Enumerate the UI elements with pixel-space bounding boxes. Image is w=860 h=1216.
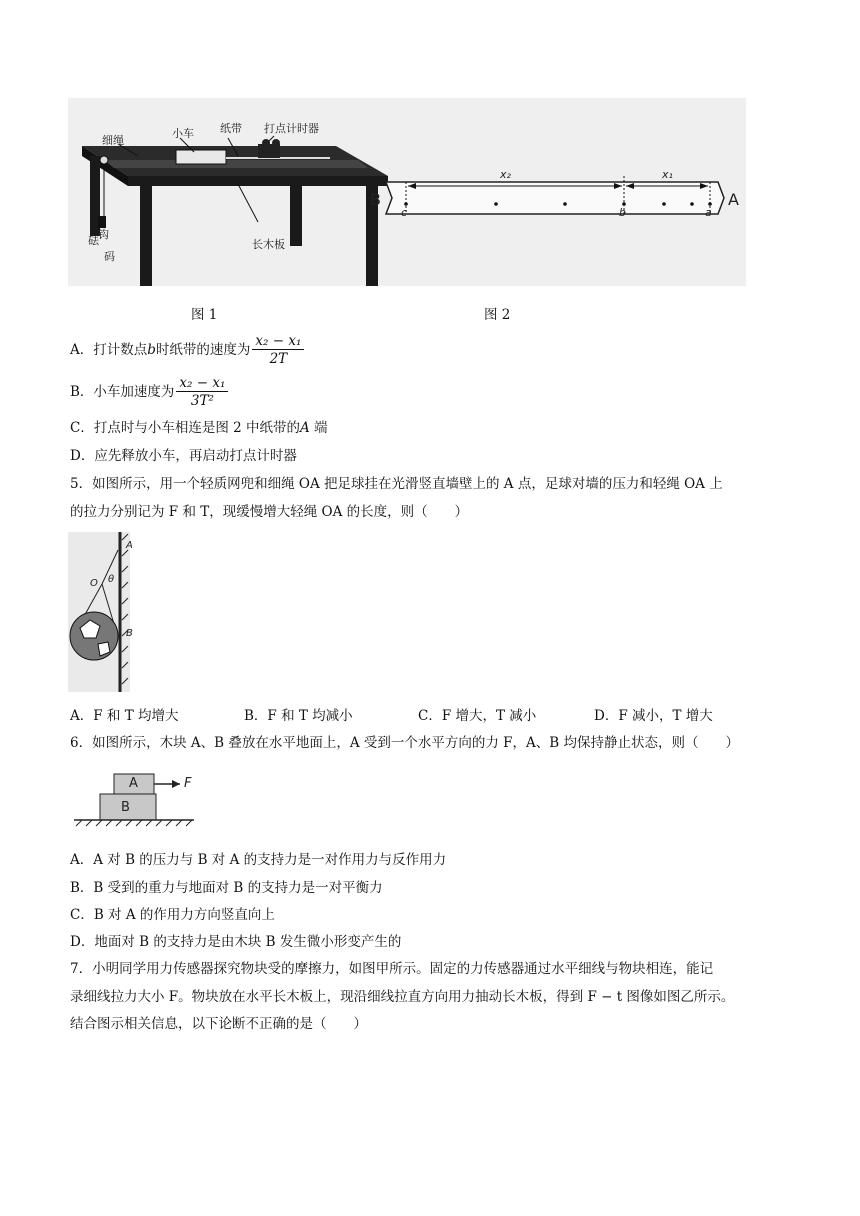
q6-label-b: B — [121, 800, 130, 815]
q5-stem-line1: 5．如图所示，用一个轻质网兜和细绳 OA 把足球挂在光滑竖直墙壁上的 A 点，足球对墙的压力和轻绳 OA 上 — [70, 476, 723, 492]
q7-stem-line1: 7．小明同学用力传感器探究物块受的摩擦力，如图甲所示。固定的力传感器通过水平细线与物块相连，能记 — [70, 961, 714, 977]
point-a: a — [705, 206, 712, 219]
tape-end-b: B — [370, 190, 381, 209]
q4-option-c-var: A — [300, 420, 310, 436]
figure-1-caption: 图 1 — [191, 307, 218, 323]
q6-option-b: B．B 受到的重力与地面对 B 的支持力是一对平衡力 — [70, 880, 383, 896]
label-x1: x₁ — [662, 168, 673, 181]
q4-option-a-denominator: 2T — [269, 351, 288, 367]
point-b: b — [619, 206, 626, 219]
label-cart: 小车 — [172, 127, 194, 140]
q5-figure-drawing — [68, 532, 130, 692]
q6-option-d: D．地面对 B 的支持力是由木块 B 发生微小形变产生的 — [70, 934, 402, 950]
q7-stem-line2: 录细线拉力大小 F。物块放在水平长木板上，现沿细线拉直方向用力抽动长木板，得到 F − t 图像如图乙所示。 — [70, 989, 735, 1005]
figure-2-caption: 图 2 — [484, 307, 511, 323]
q5-option-c: C．F 增大，T 减小 — [418, 708, 537, 724]
q5-ball-wall-figure — [68, 532, 133, 692]
q5-label-o: O — [90, 578, 98, 589]
q4-option-b-fraction — [176, 375, 228, 410]
label-x2: x₂ — [500, 168, 511, 181]
q5-option-b: B．F 和 T 均减小 — [244, 708, 353, 724]
q4-option-c — [70, 418, 328, 438]
label-weight-prefix: 砝 — [88, 234, 99, 247]
q5-label-b: B — [126, 628, 133, 639]
q4-option-b-denominator: 3T² — [190, 393, 214, 409]
q6-stem: 6．如图所示，木块 A、B 叠放在水平地面上，A 受到一个水平方向的力 F，A、B 均保持静止状态，则（ ） — [70, 735, 740, 751]
q4-option-c-text1: C．打点时与小车相连是图 2 中纸带的 — [70, 420, 301, 436]
q4-option-a-numerator: x₂ − x₁ — [252, 333, 304, 350]
q4-option-a-mid: 时纸带的速度为 — [155, 342, 251, 358]
point-c: c — [401, 206, 408, 219]
q5-option-d: D．F 减小，T 增大 — [594, 708, 713, 724]
q5-option-a: A．F 和 T 均增大 — [70, 708, 179, 724]
label-rope: 细绳 — [102, 134, 124, 147]
label-timer: 打点计时器 — [264, 122, 319, 135]
label-weight-2: 码 — [104, 250, 115, 263]
q4-option-b-prefix: B．小车加速度为 — [70, 384, 175, 400]
q5-stem-line2: 的拉力分别记为 F 和 T，现缓慢增大轻绳 OA 的长度，则（ ） — [70, 504, 469, 520]
q4-option-a-var: b — [147, 342, 156, 358]
figure-1-and-2-image — [68, 98, 746, 286]
q6-option-a: A．A 对 B 的压力与 B 对 A 的支持力是一对作用力与反作用力 — [70, 852, 447, 868]
q5-label-a: A — [126, 540, 133, 551]
q6-option-c: C．B 对 A 的作用力方向竖直向上 — [70, 907, 275, 923]
q4-option-a-fraction — [252, 333, 304, 368]
label-weight-1: 钩 — [98, 228, 109, 241]
q4-option-b-numerator: x₂ − x₁ — [176, 375, 228, 392]
q4-option-a — [70, 332, 304, 368]
label-tape: 纸带 — [220, 122, 242, 135]
q4-option-b — [70, 374, 228, 410]
q4-option-c-text2: 端 — [309, 420, 328, 436]
q5-label-theta: θ — [108, 574, 115, 585]
figure-1-table-illustration — [68, 98, 746, 286]
label-board: 长木板 — [252, 238, 285, 251]
q6-label-f: F — [184, 776, 192, 791]
q6-blocks-figure — [70, 768, 200, 832]
tape-end-a: A — [728, 190, 739, 209]
q4-option-a-prefix: A．打计数点 — [70, 342, 148, 358]
q6-label-a: A — [129, 776, 138, 791]
q4-option-d: D．应先释放小车，再启动打点计时器 — [70, 448, 297, 464]
q7-stem-line3: 结合图示相关信息，以下论断不正确的是（ ） — [70, 1016, 367, 1032]
